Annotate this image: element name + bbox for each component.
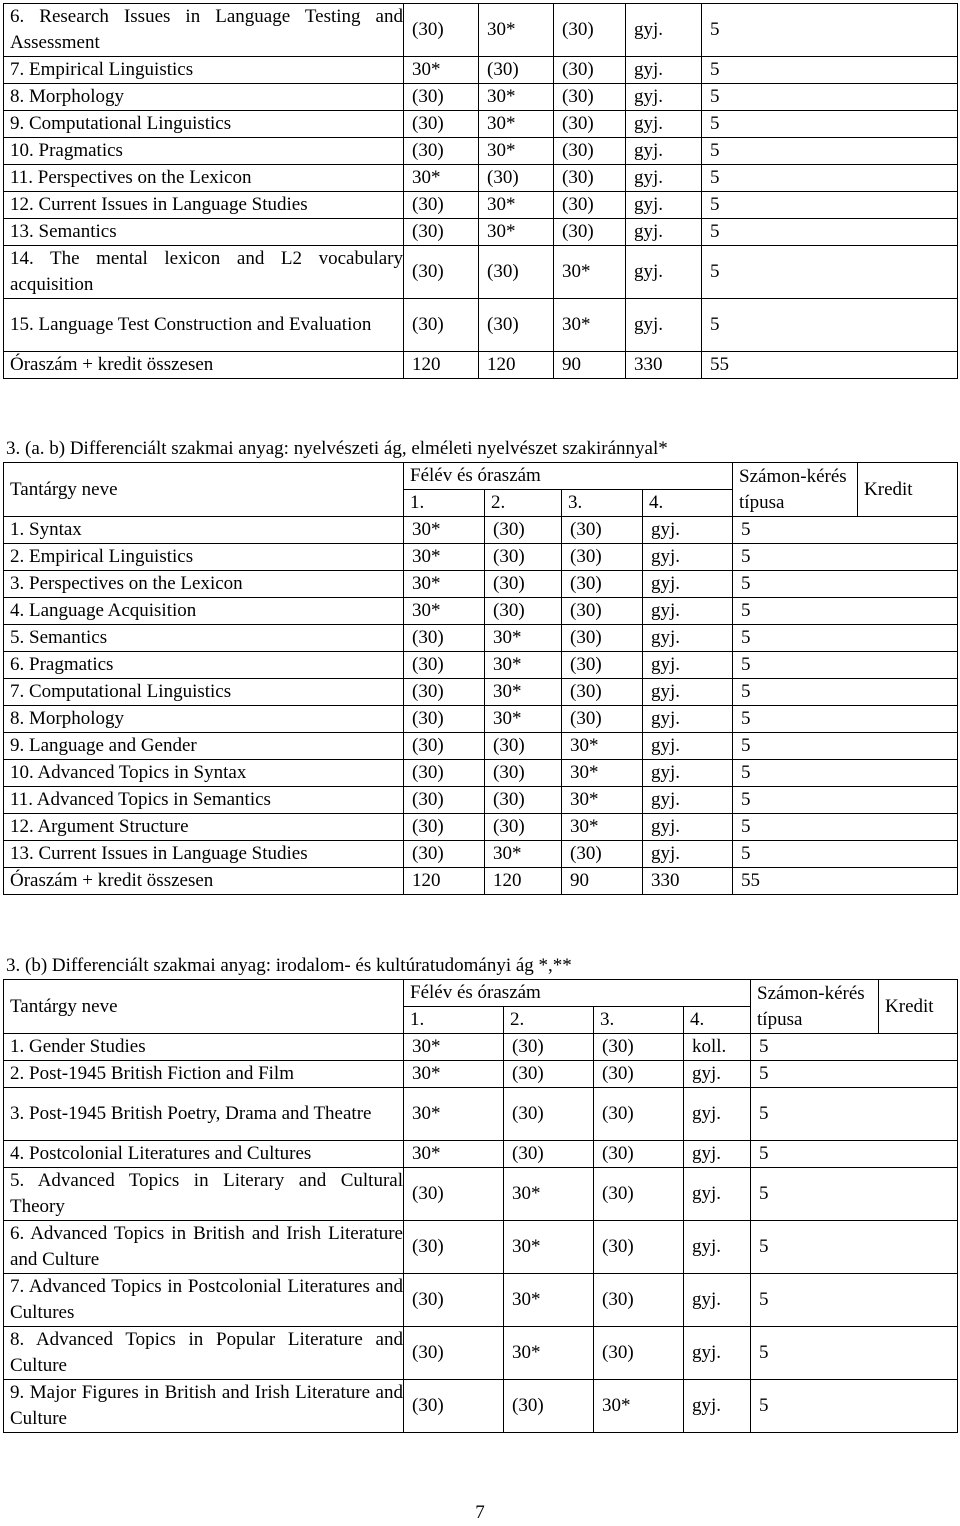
semester-3-hours: (30): [594, 1221, 684, 1274]
semester-2-hours: (30): [479, 246, 554, 299]
semester-2-hours: 30*: [504, 1274, 594, 1327]
semester-1-hours: 30*: [404, 598, 485, 625]
table-row: [4, 1380, 958, 1433]
table-row: [4, 299, 958, 352]
totals-label: Óraszám + kredit összesen: [4, 868, 404, 895]
table-row: [4, 192, 958, 219]
semester-2-hours: 30*: [479, 84, 554, 111]
semester-2-hours: 30*: [485, 841, 562, 868]
semester-1-hours: (30): [404, 1327, 504, 1380]
credit-value: 5: [733, 814, 958, 841]
semester-3-hours: (30): [594, 1061, 684, 1088]
table-row: [4, 1327, 958, 1380]
linguistics-course-table-body: [4, 463, 958, 895]
total-semester-3: 90: [554, 352, 626, 379]
semester-2-hours: (30): [485, 571, 562, 598]
exam-type: gyj.: [684, 1327, 751, 1380]
semester-1-hours: (30): [404, 625, 485, 652]
course-name: 8. Advanced Topics in Popular Literature and Culture: [4, 1327, 404, 1380]
total-semester-2: 120: [479, 352, 554, 379]
credit-value: 5: [702, 138, 958, 165]
exam-type: gyj.: [626, 138, 702, 165]
semester-1-hours: 30*: [404, 165, 479, 192]
semester-3-header: 3.: [562, 490, 643, 517]
semester-2-hours: 30*: [504, 1221, 594, 1274]
semester-1-hours: 30*: [404, 1061, 504, 1088]
semester-2-hours: (30): [479, 57, 554, 84]
credit-value: 5: [751, 1168, 958, 1221]
semester-1-hours: (30): [404, 706, 485, 733]
semester-3-hours: (30): [554, 219, 626, 246]
semester-2-hours: (30): [485, 733, 562, 760]
credit-value: 5: [702, 192, 958, 219]
literature-course-table: [3, 979, 958, 1433]
credit-value: 5: [733, 652, 958, 679]
section-title-literature: 3. (b) Differenciált szakmai anyag: irodalom- és kultúratudományi ág *,**: [6, 955, 572, 976]
exam-type: koll.: [684, 1034, 751, 1061]
exam-type: gyj.: [684, 1168, 751, 1221]
semester-3-hours: (30): [594, 1034, 684, 1061]
semester-2-hours: (30): [504, 1141, 594, 1168]
literature-course-table-body: [4, 980, 958, 1433]
course-name: 3. Post-1945 British Poetry, Drama and Theatre: [4, 1088, 404, 1141]
semester-3-hours: (30): [562, 625, 643, 652]
table-row: [4, 733, 958, 760]
table-row: [4, 246, 958, 299]
semester-1-header: 1.: [404, 1007, 504, 1034]
semester-1-header: 1.: [404, 490, 485, 517]
credit-value: 5: [733, 787, 958, 814]
semesters-header: Félév és óraszám: [404, 463, 733, 490]
course-name: 9. Language and Gender: [4, 733, 404, 760]
exam-type-header: Számon-kérés típusa: [733, 463, 858, 517]
course-name: 2. Post-1945 British Fiction and Film: [4, 1061, 404, 1088]
table-row: [4, 1061, 958, 1088]
table-row: [4, 706, 958, 733]
exam-type: gyj.: [643, 760, 733, 787]
exam-type: gyj.: [643, 787, 733, 814]
course-name: 12. Argument Structure: [4, 814, 404, 841]
credit-value: 5: [733, 841, 958, 868]
semester-3-hours: 30*: [562, 787, 643, 814]
semester-3-hours: (30): [554, 192, 626, 219]
table-row: [4, 679, 958, 706]
table-row: [4, 219, 958, 246]
semester-1-hours: (30): [404, 1380, 504, 1433]
exam-type: gyj.: [684, 1221, 751, 1274]
table-row: [4, 84, 958, 111]
exam-type: gyj.: [643, 841, 733, 868]
course-name: 10. Advanced Topics in Syntax: [4, 760, 404, 787]
totals-label: Óraszám + kredit összesen: [4, 352, 404, 379]
course-name: 8. Morphology: [4, 84, 404, 111]
semester-2-hours: (30): [479, 299, 554, 352]
totals-row: [4, 868, 958, 895]
semester-1-hours: 30*: [404, 1141, 504, 1168]
table-row: [4, 760, 958, 787]
course-name: 5. Semantics: [4, 625, 404, 652]
credit-value: 5: [751, 1061, 958, 1088]
course-name: 4. Postcolonial Literatures and Cultures: [4, 1141, 404, 1168]
semester-2-hours: (30): [485, 760, 562, 787]
total-semester-3: 90: [562, 868, 643, 895]
semester-4-header: 4.: [684, 1007, 751, 1034]
exam-type: gyj.: [626, 165, 702, 192]
semester-2-hours: 30*: [479, 4, 554, 57]
table-row: [4, 165, 958, 192]
semester-2-hours: 30*: [485, 706, 562, 733]
header-row: [4, 980, 958, 1007]
course-name: 7. Advanced Topics in Postcolonial Literatures and Cultures: [4, 1274, 404, 1327]
semester-1-hours: (30): [404, 138, 479, 165]
exam-type: gyj.: [626, 57, 702, 84]
course-name: 5. Advanced Topics in Literary and Cultural Theory: [4, 1168, 404, 1221]
exam-type: gyj.: [626, 246, 702, 299]
credit-value: 5: [702, 219, 958, 246]
exam-type: gyj.: [643, 598, 733, 625]
credit-value: 5: [733, 679, 958, 706]
semester-1-hours: (30): [404, 787, 485, 814]
semester-1-hours: 30*: [404, 517, 485, 544]
exam-type: gyj.: [643, 652, 733, 679]
semester-1-hours: (30): [404, 4, 479, 57]
semester-3-hours: 30*: [562, 760, 643, 787]
table-row: [4, 517, 958, 544]
semester-3-hours: (30): [562, 598, 643, 625]
table-row: [4, 841, 958, 868]
credit-value: 5: [733, 733, 958, 760]
credit-value: 5: [702, 57, 958, 84]
semester-1-hours: (30): [404, 652, 485, 679]
table-row: [4, 57, 958, 84]
table-row: [4, 1088, 958, 1141]
subject-name-header: Tantárgy neve: [4, 463, 404, 517]
semester-1-hours: (30): [404, 246, 479, 299]
exam-type: gyj.: [643, 679, 733, 706]
credit-value: 5: [702, 246, 958, 299]
exam-type: gyj.: [643, 571, 733, 598]
course-table-body: [4, 4, 958, 379]
course-name: 11. Advanced Topics in Semantics: [4, 787, 404, 814]
credit-header: Kredit: [879, 980, 958, 1034]
semester-2-hours: (30): [504, 1061, 594, 1088]
course-name: 14. The mental lexicon and L2 vocabulary acquisition: [4, 246, 404, 299]
course-name: 6. Advanced Topics in British and Irish Literature and Culture: [4, 1221, 404, 1274]
table-row: [4, 544, 958, 571]
course-name: 7. Empirical Linguistics: [4, 57, 404, 84]
semesters-header: Félév és óraszám: [404, 980, 751, 1007]
semester-1-hours: (30): [404, 1221, 504, 1274]
exam-type: gyj.: [626, 192, 702, 219]
table-row: [4, 814, 958, 841]
course-name: 6. Research Issues in Language Testing and Assessment: [4, 4, 404, 57]
total-hours: 330: [643, 868, 733, 895]
semester-1-hours: 30*: [404, 1088, 504, 1141]
semester-3-hours: (30): [594, 1168, 684, 1221]
table-row: [4, 625, 958, 652]
semester-2-hours: (30): [485, 544, 562, 571]
course-name: 15. Language Test Construction and Evaluation: [4, 299, 404, 352]
credit-value: 5: [751, 1088, 958, 1141]
semester-1-hours: (30): [404, 760, 485, 787]
semester-1-hours: (30): [404, 841, 485, 868]
semester-2-hours: (30): [504, 1034, 594, 1061]
semester-2-hours: 30*: [504, 1168, 594, 1221]
credit-value: 5: [751, 1380, 958, 1433]
exam-type: gyj.: [684, 1088, 751, 1141]
course-name: 13. Semantics: [4, 219, 404, 246]
semester-2-hours: 30*: [485, 625, 562, 652]
exam-type: gyj.: [684, 1061, 751, 1088]
credit-value: 5: [751, 1274, 958, 1327]
semester-2-hours: (30): [485, 814, 562, 841]
exam-type: gyj.: [684, 1141, 751, 1168]
credit-value: 5: [702, 299, 958, 352]
semester-2-hours: (30): [504, 1088, 594, 1141]
exam-type: gyj.: [643, 733, 733, 760]
total-semester-2: 120: [485, 868, 562, 895]
course-table-continued: [3, 3, 958, 379]
semester-2-hours: (30): [504, 1380, 594, 1433]
semester-1-hours: (30): [404, 299, 479, 352]
table-row: [4, 1274, 958, 1327]
table-row: [4, 138, 958, 165]
semester-3-hours: (30): [562, 706, 643, 733]
credit-value: 5: [733, 544, 958, 571]
page-number: 7: [475, 1502, 485, 1523]
semester-2-header: 2.: [485, 490, 562, 517]
semester-3-hours: (30): [554, 84, 626, 111]
exam-type: gyj.: [626, 111, 702, 138]
credit-value: 5: [702, 84, 958, 111]
semester-1-hours: (30): [404, 192, 479, 219]
semester-2-hours: 30*: [479, 219, 554, 246]
credit-header: Kredit: [858, 463, 958, 517]
exam-type: gyj.: [643, 517, 733, 544]
semester-1-hours: 30*: [404, 57, 479, 84]
exam-type: gyj.: [643, 706, 733, 733]
course-name: 11. Perspectives on the Lexicon: [4, 165, 404, 192]
semester-3-hours: (30): [562, 679, 643, 706]
course-name: 8. Morphology: [4, 706, 404, 733]
semester-3-hours: (30): [554, 111, 626, 138]
semester-4-header: 4.: [643, 490, 733, 517]
credit-value: 5: [733, 760, 958, 787]
course-name: 4. Language Acquisition: [4, 598, 404, 625]
semester-3-hours: (30): [594, 1088, 684, 1141]
semester-3-hours: 30*: [562, 814, 643, 841]
semester-2-hours: (30): [479, 165, 554, 192]
course-name: 9. Computational Linguistics: [4, 111, 404, 138]
exam-type: gyj.: [626, 84, 702, 111]
credit-value: 5: [751, 1221, 958, 1274]
total-semester-1: 120: [404, 868, 485, 895]
semester-1-hours: (30): [404, 1274, 504, 1327]
table-row: [4, 571, 958, 598]
course-name: 7. Computational Linguistics: [4, 679, 404, 706]
exam-type: gyj.: [684, 1380, 751, 1433]
exam-type-header: Számon-kérés típusa: [751, 980, 879, 1034]
exam-type: gyj.: [643, 544, 733, 571]
semester-3-hours: (30): [554, 165, 626, 192]
semester-3-hours: (30): [562, 841, 643, 868]
exam-type: gyj.: [684, 1274, 751, 1327]
credit-value: 5: [751, 1034, 958, 1061]
semester-2-hours: (30): [485, 598, 562, 625]
semester-2-hours: 30*: [479, 192, 554, 219]
credit-value: 5: [751, 1327, 958, 1380]
credit-value: 5: [733, 598, 958, 625]
credit-value: 5: [702, 111, 958, 138]
semester-3-hours: (30): [562, 544, 643, 571]
credit-value: 5: [751, 1141, 958, 1168]
total-semester-1: 120: [404, 352, 479, 379]
semester-2-hours: 30*: [485, 679, 562, 706]
semester-2-hours: 30*: [479, 111, 554, 138]
semester-3-hours: (30): [554, 4, 626, 57]
course-name: 1. Syntax: [4, 517, 404, 544]
total-credit: 55: [702, 352, 958, 379]
semester-1-hours: (30): [404, 84, 479, 111]
table-row: [4, 4, 958, 57]
exam-type: gyj.: [643, 814, 733, 841]
semester-3-hours: (30): [554, 57, 626, 84]
semester-3-hours: (30): [562, 571, 643, 598]
linguistics-course-table: [3, 462, 958, 895]
semester-3-hours: 30*: [554, 299, 626, 352]
table-row: [4, 1221, 958, 1274]
total-credit: 55: [733, 868, 958, 895]
table-row: [4, 1168, 958, 1221]
semester-3-hours: (30): [554, 138, 626, 165]
total-hours: 330: [626, 352, 702, 379]
semester-1-hours: (30): [404, 679, 485, 706]
semester-3-hours: (30): [594, 1327, 684, 1380]
credit-value: 5: [733, 571, 958, 598]
course-name: 10. Pragmatics: [4, 138, 404, 165]
credit-value: 5: [733, 706, 958, 733]
course-name: 6. Pragmatics: [4, 652, 404, 679]
semester-2-hours: (30): [485, 787, 562, 814]
semester-3-hours: (30): [594, 1141, 684, 1168]
course-name: 1. Gender Studies: [4, 1034, 404, 1061]
table-row: [4, 1034, 958, 1061]
semester-1-hours: (30): [404, 733, 485, 760]
semester-3-hours: (30): [562, 517, 643, 544]
semester-1-hours: (30): [404, 1168, 504, 1221]
semester-2-hours: (30): [485, 517, 562, 544]
credit-value: 5: [733, 625, 958, 652]
credit-value: 5: [702, 4, 958, 57]
table-row: [4, 111, 958, 138]
section-title-linguistics: 3. (a. b) Differenciált szakmai anyag: nyelvészeti ág, elméleti nyelvészet szakiránnyal*: [6, 438, 668, 459]
exam-type: gyj.: [626, 4, 702, 57]
semester-1-hours: (30): [404, 219, 479, 246]
semester-3-hours: 30*: [554, 246, 626, 299]
course-name: 2. Empirical Linguistics: [4, 544, 404, 571]
semester-1-hours: 30*: [404, 544, 485, 571]
semester-1-hours: (30): [404, 111, 479, 138]
table-row: [4, 1141, 958, 1168]
semester-2-hours: 30*: [479, 138, 554, 165]
semester-2-hours: 30*: [504, 1327, 594, 1380]
course-name: 13. Current Issues in Language Studies: [4, 841, 404, 868]
exam-type: gyj.: [643, 625, 733, 652]
semester-3-hours: 30*: [594, 1380, 684, 1433]
semester-3-hours: 30*: [562, 733, 643, 760]
semester-2-header: 2.: [504, 1007, 594, 1034]
semester-3-hours: (30): [594, 1274, 684, 1327]
header-row: [4, 463, 958, 490]
course-name: 3. Perspectives on the Lexicon: [4, 571, 404, 598]
subject-name-header: Tantárgy neve: [4, 980, 404, 1034]
semester-3-header: 3.: [594, 1007, 684, 1034]
table-row: [4, 787, 958, 814]
semester-1-hours: 30*: [404, 1034, 504, 1061]
table-row: [4, 652, 958, 679]
exam-type: gyj.: [626, 299, 702, 352]
semester-2-hours: 30*: [485, 652, 562, 679]
course-name: 12. Current Issues in Language Studies: [4, 192, 404, 219]
credit-value: 5: [702, 165, 958, 192]
credit-value: 5: [733, 517, 958, 544]
semester-3-hours: (30): [562, 652, 643, 679]
semester-1-hours: (30): [404, 814, 485, 841]
totals-row: [4, 352, 958, 379]
semester-1-hours: 30*: [404, 571, 485, 598]
exam-type: gyj.: [626, 219, 702, 246]
table-row: [4, 598, 958, 625]
course-name: 9. Major Figures in British and Irish Literature and Culture: [4, 1380, 404, 1433]
